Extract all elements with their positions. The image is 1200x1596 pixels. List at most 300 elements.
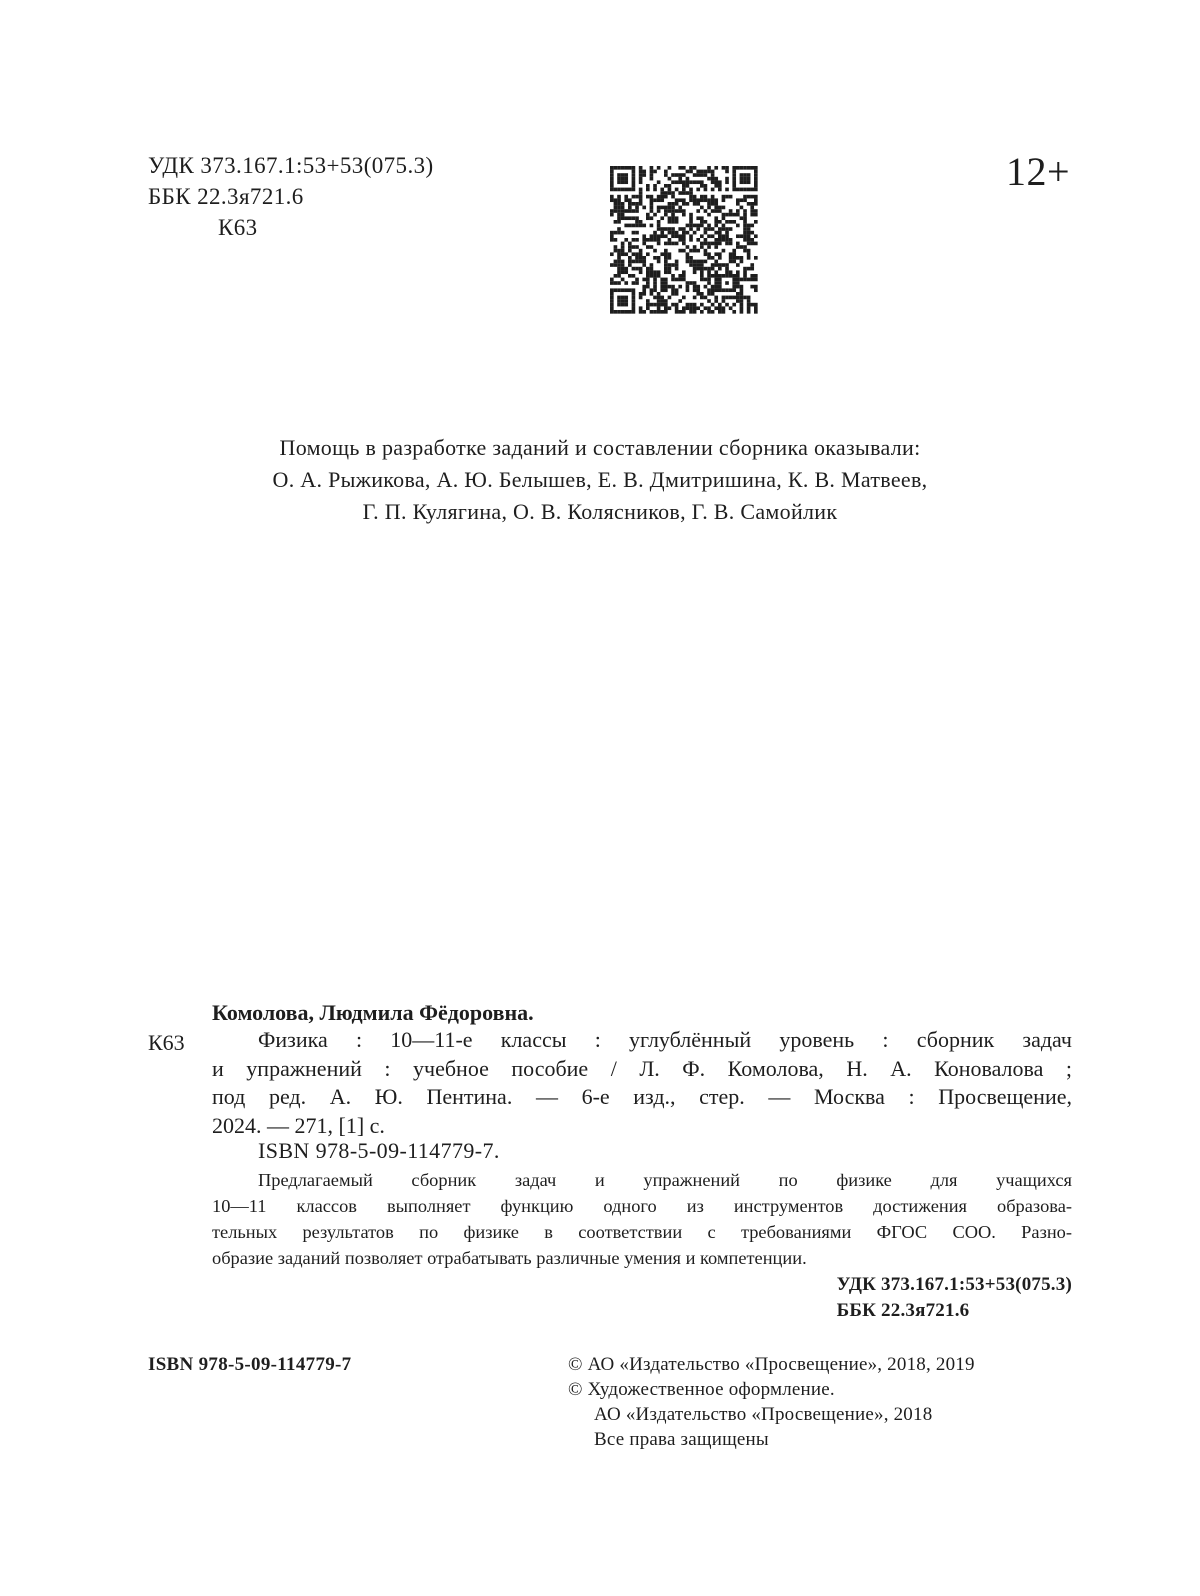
qr-module	[639, 249, 643, 253]
qr-module	[707, 166, 711, 170]
qr-module	[653, 184, 657, 188]
qr-module	[610, 209, 614, 213]
qr-module	[610, 184, 614, 188]
qr-module	[632, 288, 636, 292]
qr-module	[621, 177, 625, 181]
qr-module	[729, 270, 733, 274]
qr-module	[711, 256, 715, 260]
bbk-code-bottom: ББК 22.3я721.6	[836, 1300, 970, 1321]
qr-module	[653, 270, 657, 274]
qr-module	[657, 180, 661, 184]
qr-module	[614, 220, 618, 224]
qr-module	[660, 278, 664, 282]
qr-module	[632, 209, 636, 213]
qr-module	[750, 206, 754, 210]
qr-module	[711, 198, 715, 202]
qr-module	[668, 191, 672, 195]
qr-module	[714, 180, 718, 184]
qr-module	[668, 209, 672, 213]
qr-module	[610, 238, 614, 242]
qr-module	[650, 303, 654, 307]
qr-module	[714, 263, 718, 267]
qr-module	[671, 191, 675, 195]
qr-module	[686, 281, 690, 285]
qr-module	[722, 306, 726, 310]
qr-module	[693, 310, 697, 314]
qr-module	[675, 173, 679, 177]
qr-module	[714, 209, 718, 213]
abstract-line: 10—11 классов выполняет функцию одного из инструментов достижения образова-	[212, 1196, 1072, 1216]
qr-module	[700, 303, 704, 307]
qr-module	[621, 278, 625, 282]
qr-module	[675, 306, 679, 310]
author-mark: К63	[218, 215, 258, 240]
qr-module	[621, 209, 625, 213]
qr-module	[732, 166, 736, 170]
qr-module	[660, 299, 664, 303]
qr-module	[747, 177, 751, 181]
qr-module	[624, 209, 628, 213]
qr-module	[617, 263, 621, 267]
qr-module	[722, 216, 726, 220]
qr-module	[696, 306, 700, 310]
qr-module	[704, 267, 708, 271]
qr-module	[610, 195, 614, 199]
qr-module	[624, 296, 628, 300]
acknowledgements-heading: Помощь в разработке заданий и составлении сборника оказывали:	[279, 435, 921, 460]
qr-module	[632, 231, 636, 235]
qr-module	[754, 202, 758, 206]
qr-module	[718, 184, 722, 188]
qr-module	[614, 166, 618, 170]
qr-module	[646, 245, 650, 249]
qr-module	[664, 213, 668, 217]
qr-module	[732, 220, 736, 224]
qr-module	[628, 242, 632, 246]
qr-module	[610, 177, 614, 181]
qr-module	[675, 267, 679, 271]
qr-module	[732, 274, 736, 278]
qr-module	[700, 234, 704, 238]
bibliographic-isbn: ISBN 978-5-09-114779-7.	[258, 1138, 500, 1163]
qr-module	[736, 281, 740, 285]
qr-module	[700, 170, 704, 174]
qr-module	[671, 180, 675, 184]
qr-module	[614, 260, 618, 264]
qr-module	[714, 206, 718, 210]
qr-module	[743, 177, 747, 181]
qr-module	[722, 274, 726, 278]
qr-module	[671, 274, 675, 278]
qr-module	[693, 263, 697, 267]
qr-module	[686, 252, 690, 256]
qr-module	[700, 206, 704, 210]
qr-module	[639, 310, 643, 314]
qr-module	[628, 288, 632, 292]
qr-module	[682, 231, 686, 235]
qr-module	[711, 263, 715, 267]
qr-module	[628, 310, 632, 314]
qr-module	[646, 270, 650, 274]
qr-module	[621, 249, 625, 253]
qr-module	[632, 252, 636, 256]
qr-module	[718, 180, 722, 184]
qr-module	[617, 188, 621, 192]
qr-module	[743, 245, 747, 249]
qr-module	[711, 303, 715, 307]
qr-module	[696, 263, 700, 267]
qr-module	[632, 274, 636, 278]
qr-module	[660, 195, 664, 199]
qr-module	[747, 303, 751, 307]
qr-module	[689, 306, 693, 310]
qr-module	[610, 288, 614, 292]
qr-module	[642, 206, 646, 210]
qr-module	[610, 173, 614, 177]
qr-module	[747, 166, 751, 170]
qr-module	[700, 260, 704, 264]
qr-module	[696, 209, 700, 213]
qr-module	[722, 227, 726, 231]
qr-module	[729, 260, 733, 264]
qr-module	[736, 299, 740, 303]
qr-module	[671, 173, 675, 177]
qr-module	[682, 310, 686, 314]
qr-module	[614, 263, 618, 267]
qr-module	[711, 234, 715, 238]
qr-module	[725, 303, 729, 307]
qr-module	[689, 180, 693, 184]
qr-module	[668, 285, 672, 289]
qr-module	[664, 252, 668, 256]
qr-module	[675, 180, 679, 184]
qr-module	[668, 206, 672, 210]
qr-module	[732, 296, 736, 300]
qr-module	[689, 249, 693, 253]
qr-module	[617, 220, 621, 224]
qr-module	[628, 263, 632, 267]
qr-module	[639, 202, 643, 206]
qr-module	[754, 310, 758, 314]
qr-module	[617, 260, 621, 264]
qr-module	[614, 238, 618, 242]
qr-module	[740, 166, 744, 170]
qr-module	[678, 227, 682, 231]
qr-module	[743, 238, 747, 242]
abstract-line: тельных результатов по физике в соответствии с требованиями ФГОС СОО. Разно-	[212, 1222, 1072, 1242]
qr-module	[682, 202, 686, 206]
qr-module	[722, 249, 726, 253]
qr-module	[653, 310, 657, 314]
qr-module	[668, 296, 672, 300]
qr-module	[696, 173, 700, 177]
qr-module	[747, 306, 751, 310]
qr-module	[621, 310, 625, 314]
qr-module	[689, 188, 693, 192]
qr-module	[668, 220, 672, 224]
copyright-block	[568, 1352, 975, 1452]
qr-module	[689, 220, 693, 224]
qr-module	[653, 188, 657, 192]
qr-module	[624, 310, 628, 314]
qr-module	[696, 292, 700, 296]
qr-module	[725, 195, 729, 199]
qr-module	[646, 285, 650, 289]
qr-module	[740, 180, 744, 184]
qr-module	[624, 267, 628, 271]
qr-module	[617, 231, 621, 235]
qr-module	[632, 180, 636, 184]
qr-module	[610, 170, 614, 174]
qr-module	[725, 166, 729, 170]
qr-module	[610, 310, 614, 314]
qr-module	[668, 242, 672, 246]
qr-module	[700, 245, 704, 249]
qr-module	[740, 245, 744, 249]
qr-module	[642, 224, 646, 228]
qr-module	[682, 188, 686, 192]
qr-module	[639, 260, 643, 264]
acknowledgements-names: Г. П. Кулягина, О. В. Колясников, Г. В. Самойлик	[362, 499, 838, 524]
qr-module	[632, 202, 636, 206]
qr-module	[671, 216, 675, 220]
qr-module	[660, 227, 664, 231]
qr-module	[650, 288, 654, 292]
qr-module	[668, 184, 672, 188]
qr-module	[743, 216, 747, 220]
qr-module	[635, 238, 639, 242]
qr-module	[686, 260, 690, 264]
qr-module	[718, 263, 722, 267]
qr-module	[754, 198, 758, 202]
qr-module	[700, 296, 704, 300]
qr-module	[610, 292, 614, 296]
qr-module	[642, 292, 646, 296]
qr-module	[689, 310, 693, 314]
qr-module	[628, 202, 632, 206]
qr-module	[729, 296, 733, 300]
qr-module	[632, 296, 636, 300]
abstract-line: Предлагаемый сборник задач и упражнений по физике для учащихся	[258, 1170, 1072, 1190]
qr-module	[743, 166, 747, 170]
qr-module	[689, 263, 693, 267]
qr-module	[693, 296, 697, 300]
qr-module	[747, 299, 751, 303]
qr-module	[686, 170, 690, 174]
qr-module	[642, 310, 646, 314]
qr-module	[696, 224, 700, 228]
book-abstract	[212, 1167, 1072, 1271]
qr-module	[743, 209, 747, 213]
footer-isbn: ISBN 978-5-09-114779-7	[148, 1354, 352, 1375]
qr-module	[686, 256, 690, 260]
qr-module	[657, 260, 661, 264]
qr-module	[696, 170, 700, 174]
bibliographic-description-line: 2024. — 271, [1] с.	[212, 1112, 385, 1138]
qr-module	[660, 231, 664, 235]
qr-module	[657, 274, 661, 278]
qr-module	[678, 166, 682, 170]
qr-module	[682, 249, 686, 253]
qr-module	[732, 173, 736, 177]
qr-module	[664, 256, 668, 260]
qr-module	[732, 252, 736, 256]
qr-module	[732, 213, 736, 217]
qr-module	[668, 270, 672, 274]
bibliographic-description	[212, 1026, 1072, 1140]
qr-module	[686, 180, 690, 184]
qr-module	[678, 274, 682, 278]
qr-module	[722, 206, 726, 210]
qr-module	[718, 238, 722, 242]
qr-module	[707, 274, 711, 278]
qr-module	[664, 170, 668, 174]
qr-module	[722, 224, 726, 228]
qr-module	[664, 299, 668, 303]
qr-module	[642, 260, 646, 264]
qr-module	[750, 242, 754, 246]
qr-module	[704, 242, 708, 246]
qr-module	[660, 285, 664, 289]
qr-module	[689, 260, 693, 264]
qr-module	[707, 170, 711, 174]
qr-module	[718, 220, 722, 224]
qr-module	[693, 267, 697, 271]
qr-module	[732, 260, 736, 264]
qr-module	[646, 188, 650, 192]
qr-module	[704, 195, 708, 199]
qr-module	[624, 198, 628, 202]
qr-module	[718, 209, 722, 213]
qr-module	[635, 281, 639, 285]
qr-module	[750, 231, 754, 235]
qr-module	[704, 188, 708, 192]
qr-module	[700, 220, 704, 224]
qr-module	[754, 256, 758, 260]
qr-module	[711, 195, 715, 199]
qr-module	[617, 303, 621, 307]
qr-module	[628, 245, 632, 249]
qr-module	[675, 188, 679, 192]
qr-module	[668, 177, 672, 181]
qr-module	[650, 177, 654, 181]
qr-module	[642, 234, 646, 238]
qr-module	[668, 202, 672, 206]
qr-module	[664, 306, 668, 310]
qr-module	[635, 267, 639, 271]
qr-module	[610, 303, 614, 307]
qr-module	[707, 278, 711, 282]
qr-module	[646, 306, 650, 310]
qr-module	[696, 267, 700, 271]
qr-module	[707, 299, 711, 303]
qr-module	[729, 238, 733, 242]
qr-module	[707, 292, 711, 296]
qr-module	[689, 234, 693, 238]
qr-module	[628, 166, 632, 170]
qr-module	[682, 296, 686, 300]
qr-module	[704, 285, 708, 289]
qr-module	[747, 195, 751, 199]
qr-module	[617, 166, 621, 170]
qr-module	[653, 170, 657, 174]
qr-module	[729, 242, 733, 246]
qr-module	[693, 245, 697, 249]
qr-module	[711, 173, 715, 177]
qr-module	[754, 220, 758, 224]
qr-module	[718, 206, 722, 210]
qr-module	[632, 303, 636, 307]
qr-module	[740, 299, 744, 303]
qr-module	[736, 234, 740, 238]
qr-module	[743, 267, 747, 271]
qr-module	[664, 173, 668, 177]
qr-module	[639, 180, 643, 184]
qr-module	[725, 213, 729, 217]
qr-module	[718, 242, 722, 246]
qr-module	[696, 288, 700, 292]
qr-module	[718, 285, 722, 289]
qr-module	[614, 274, 618, 278]
qr-module	[743, 234, 747, 238]
qr-module	[653, 278, 657, 282]
qr-module	[632, 195, 636, 199]
qr-module	[610, 188, 614, 192]
qr-module	[653, 238, 657, 242]
qr-module	[675, 260, 679, 264]
qr-module	[664, 281, 668, 285]
qr-module	[707, 267, 711, 271]
qr-module	[632, 173, 636, 177]
qr-module	[614, 231, 618, 235]
qr-module	[660, 234, 664, 238]
qr-module	[718, 231, 722, 235]
qr-module	[632, 310, 636, 314]
qr-module	[754, 285, 758, 289]
qr-module	[646, 238, 650, 242]
qr-module	[736, 224, 740, 228]
qr-module	[639, 188, 643, 192]
qr-module	[718, 310, 722, 314]
qr-module	[711, 188, 715, 192]
qr-module	[725, 234, 729, 238]
qr-module	[722, 263, 726, 267]
qr-module	[693, 202, 697, 206]
qr-module	[711, 202, 715, 206]
qr-module	[675, 209, 679, 213]
qr-module	[664, 310, 668, 314]
qr-module	[711, 209, 715, 213]
qr-module	[621, 242, 625, 246]
qr-module	[624, 288, 628, 292]
qr-module	[725, 281, 729, 285]
qr-module	[714, 242, 718, 246]
qr-module	[621, 180, 625, 184]
qr-module	[671, 285, 675, 289]
qr-module	[725, 170, 729, 174]
qr-module	[740, 288, 744, 292]
qr-module	[714, 299, 718, 303]
qr-module	[678, 234, 682, 238]
qr-module	[750, 213, 754, 217]
qr-module	[696, 216, 700, 220]
qr-module	[750, 285, 754, 289]
qr-module	[743, 296, 747, 300]
qr-module	[624, 252, 628, 256]
qr-module	[642, 278, 646, 282]
qr-module	[732, 249, 736, 253]
qr-module	[686, 303, 690, 307]
